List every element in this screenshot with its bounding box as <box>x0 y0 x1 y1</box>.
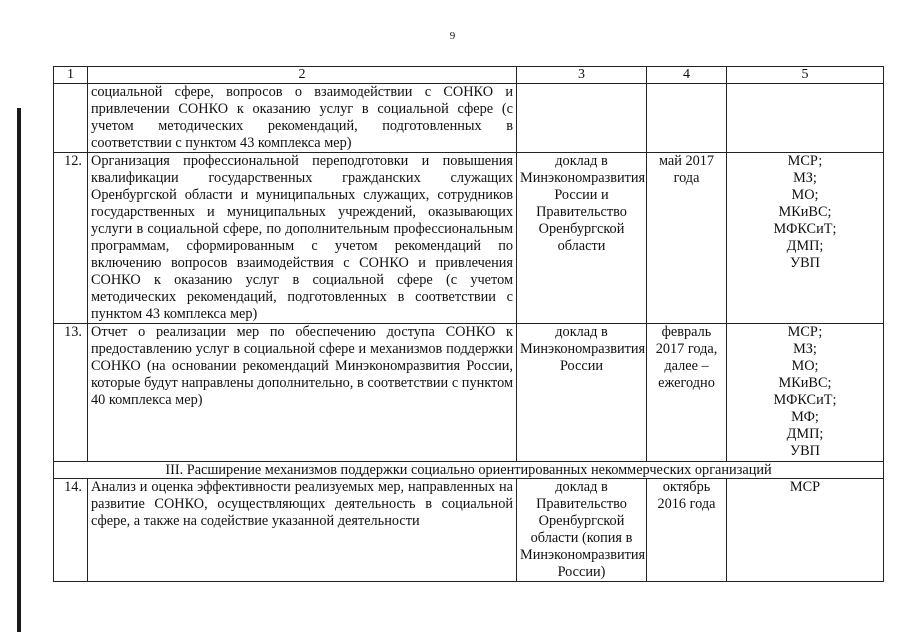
section-heading: III. Расширение механизмов поддержки социально ориентированных некоммерческих организаций <box>54 462 884 479</box>
executor: МЗ; <box>793 341 817 357</box>
executor: МСР; <box>787 153 823 169</box>
column-header: 5 <box>727 67 884 84</box>
row-number: 14. <box>54 479 88 582</box>
row-number: 12. <box>54 153 88 324</box>
row-executors <box>727 153 884 324</box>
column-header: 4 <box>647 67 727 84</box>
row-description: Отчет о реализации мер по обеспечению доступа СОНКО к предоставлению услуг в социальной сфере и механизмов поддержки СОНКО (на основании рекомендаций Минэкономразвития России, которые будут направлены дополнительно, в соответствии с пунктом 40 комплекса мер) <box>88 324 517 462</box>
row-description: Анализ и оценка эффективности реализуемых мер, направленных на развитие СОНКО, осуществляющих деятельность в социальной сфере, а также на содействие указанной деятельности <box>88 479 517 582</box>
measures-table <box>53 66 884 582</box>
table-row <box>54 324 884 462</box>
row-deadline <box>647 84 727 153</box>
column-header: 1 <box>54 67 88 84</box>
executor: МФКСиТ; <box>773 221 837 237</box>
section-row <box>54 462 884 479</box>
executor: МСР; <box>787 324 823 340</box>
executor: МО; <box>791 358 819 374</box>
executor: УВП <box>790 255 820 271</box>
row-report-form: доклад в Минэкономразвития России и Правительство Оренбургской области <box>517 153 647 324</box>
row-deadline: май 2017 года <box>647 153 727 324</box>
table-row <box>54 84 884 153</box>
column-header: 2 <box>88 67 517 84</box>
row-number: 13. <box>54 324 88 462</box>
executor: МКиВС; <box>778 204 832 220</box>
executor: МО; <box>791 187 819 203</box>
row-report-form: доклад в Правительство Оренбургской области (копия в Минэкономразвития России) <box>517 479 647 582</box>
executor: МЗ; <box>793 170 817 186</box>
row-description: Организация профессиональной переподготовки и повышения квалификации государственных гражданских служащих Оренбургской области и муниципальных служащих, сотрудников государственных и муниципальных учреждений, оказывающих услуги в социальной сфере, по дополнительным профессиональным программам, сформированным с учетом рекомендаций по включению вопросов взаимодействия с СОНКО и привлечения СОНКО к оказанию услуг в социальной сфере (с учетом методических рекомендаций, подготовленных в соответствии с пунктом 43 комплекса мер) <box>88 153 517 324</box>
scan-edge-bar <box>17 108 21 632</box>
row-deadline: октябрь 2016 года <box>647 479 727 582</box>
row-report-form: доклад в Минэкономразвития России <box>517 324 647 462</box>
executor: ДМП; <box>786 426 824 442</box>
executor: МФ; <box>791 409 819 425</box>
column-number-row <box>54 67 884 84</box>
executor: МФКСиТ; <box>773 392 837 408</box>
executor: МКиВС; <box>778 375 832 391</box>
row-deadline: февраль 2017 года, далее – ежегодно <box>647 324 727 462</box>
table-row <box>54 479 884 582</box>
row-report-form <box>517 84 647 153</box>
executor: ДМП; <box>786 238 824 254</box>
row-description: социальной сфере, вопросов о взаимодействии с СОНКО и привлечении СОНКО к оказанию услуг в социальной сфере (с учетом методических рекомендаций, подготовленных в соответствии с пунктом 43 комплекса мер) <box>88 84 517 153</box>
table-row <box>54 153 884 324</box>
row-executors <box>727 324 884 462</box>
column-header: 3 <box>517 67 647 84</box>
row-executors <box>727 84 884 153</box>
executor: МСР <box>789 479 821 495</box>
row-number <box>54 84 88 153</box>
executor: УВП <box>790 443 820 459</box>
row-executors <box>727 479 884 582</box>
page-number: 9 <box>449 30 456 42</box>
